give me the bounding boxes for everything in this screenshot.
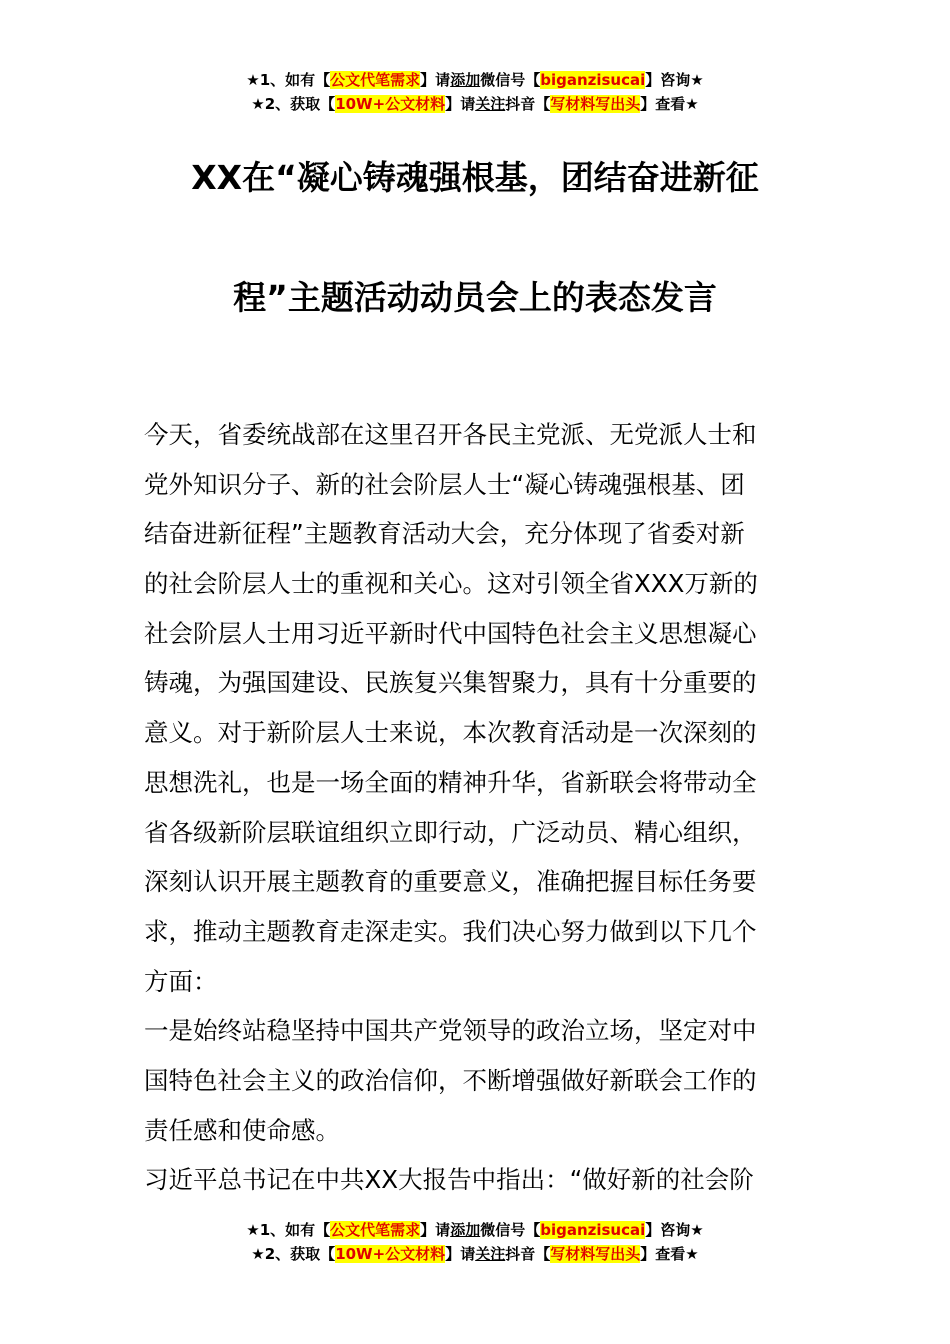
document-title-line-1: XX在“凝心铸魂强根基，团结奋进新征 <box>191 158 759 197</box>
banner-text: 】请 <box>445 95 476 113</box>
body-line: 今天，省委统战部在这里召开各民主党派、无党派人士和 <box>144 420 757 449</box>
banner-text: 】查看★ <box>640 95 699 113</box>
body-line: 习近平总书记在中共XX大报告中指出：“做好新的社会阶 <box>144 1165 754 1195</box>
body-line: 意义。对于新阶层人士来说，本次教育活动是一次深刻的 <box>144 718 757 748</box>
header-banner <box>0 68 950 116</box>
body-line: 方面： <box>144 966 218 996</box>
banner-text: ★2、获取【 <box>251 1245 336 1263</box>
banner-line-1 <box>0 68 950 92</box>
banner-underline: 关注 <box>475 95 506 113</box>
banner-underline: 添加 <box>450 71 481 89</box>
document-title-line-2: 程”主题活动动员会上的表态发言 <box>233 278 717 317</box>
banner-underline: 关注 <box>475 1245 506 1263</box>
banner-highlight: 10W+公文材料 <box>335 95 446 113</box>
banner-text: 】查看★ <box>640 1245 699 1263</box>
body-line: 结奋进新征程”主题教育活动大会，充分体现了省委对新 <box>144 519 745 549</box>
banner-text: ★1、如有【 <box>246 71 331 89</box>
banner-highlight: biganzisucai <box>540 1221 646 1239</box>
banner-line-1 <box>0 1218 950 1242</box>
banner-highlight: 公文代笔需求 <box>330 71 421 89</box>
banner-highlight: 写材料写出头 <box>550 1245 641 1263</box>
banner-text: 】咨询★ <box>645 71 704 89</box>
banner-line-2 <box>0 1242 950 1266</box>
banner-highlight: biganzisucai <box>540 71 646 89</box>
banner-line-2 <box>0 92 950 116</box>
banner-text: 抖音【 <box>505 95 551 113</box>
body-line: 深刻认识开展主题教育的重要意义，准确把握目标任务要 <box>144 867 757 897</box>
banner-text: 抖音【 <box>505 1245 551 1263</box>
banner-underline: 添加 <box>450 1221 481 1239</box>
body-line: 党外知识分子、新的社会阶层人士“凝心铸魂强根基、团 <box>144 469 745 499</box>
banner-text: 】请 <box>445 1245 476 1263</box>
banner-highlight: 公文代笔需求 <box>330 1221 421 1239</box>
banner-text: ★2、获取【 <box>251 95 336 113</box>
banner-highlight: 写材料写出头 <box>550 95 641 113</box>
body-line: 责任感和使命感。 <box>144 1115 340 1145</box>
body-line: 求，推动主题教育走深走实。我们决心努力做到以下几个 <box>144 916 757 946</box>
banner-highlight: 10W+公文材料 <box>335 1245 446 1263</box>
document-body <box>144 410 808 1205</box>
body-line: 思想洗礼，也是一场全面的精神升华，省新联会将带动全 <box>144 767 757 797</box>
body-line: 的社会阶层人士的重视和关心。这对引领全省XXX万新的 <box>144 569 758 599</box>
body-line: 国特色社会主义的政治信仰，不断增强做好新联会工作的 <box>144 1065 757 1095</box>
banner-text: 】请 <box>420 71 451 89</box>
banner-text: 微信号【 <box>480 1221 541 1239</box>
body-line: 社会阶层人士用习近平新时代中国特色社会主义思想凝心 <box>144 618 757 648</box>
footer-banner <box>0 1218 950 1266</box>
banner-text: 微信号【 <box>480 71 541 89</box>
banner-text: 】咨询★ <box>645 1221 704 1239</box>
body-line: 铸魂，为强国建设、民族复兴集智聚力，具有十分重要的 <box>144 668 757 698</box>
banner-text: 】请 <box>420 1221 451 1239</box>
body-line: 省各级新阶层联谊组织立即行动，广泛动员、精心组织， <box>144 817 757 847</box>
body-line: 一是始终站稳坚持中国共产党领导的政治立场，坚定对中 <box>144 1016 757 1046</box>
banner-text: ★1、如有【 <box>246 1221 331 1239</box>
